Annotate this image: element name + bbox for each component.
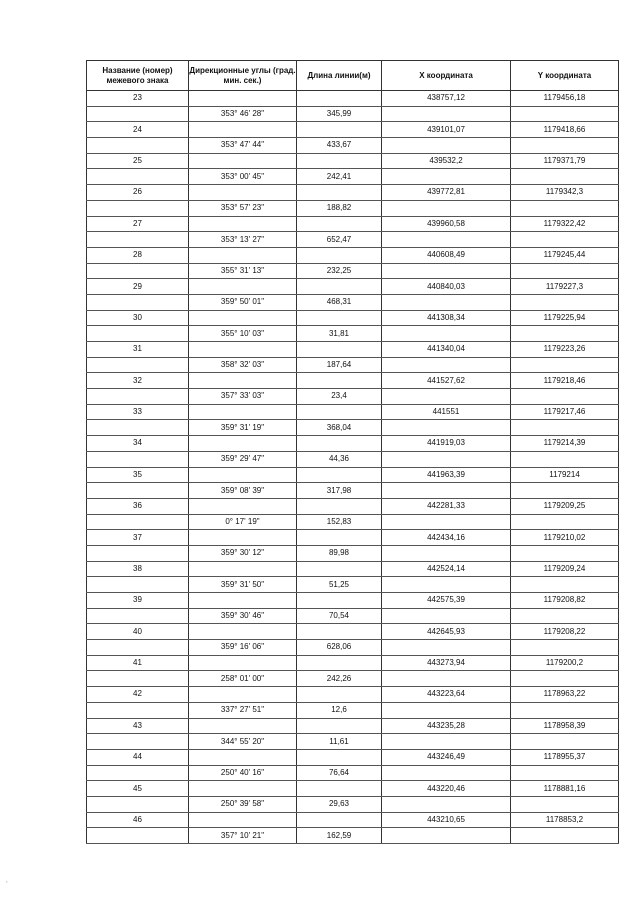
- point-name-cell: 34: [87, 436, 189, 452]
- y-coordinate-cell: 1179418,66: [511, 122, 619, 138]
- direction-angle-cell: 353° 57' 23": [189, 200, 297, 216]
- table-row: [87, 687, 619, 703]
- empty-cell: [382, 577, 511, 593]
- point-name-cell: 44: [87, 749, 189, 765]
- table-row: [87, 734, 619, 750]
- direction-angle-cell: 359° 30' 46": [189, 608, 297, 624]
- x-coordinate-cell: 441308,34: [382, 310, 511, 326]
- line-length-cell: 242,26: [297, 671, 382, 687]
- direction-angle-cell: 353° 47' 44": [189, 138, 297, 154]
- empty-cell: [87, 796, 189, 812]
- empty-cell: [189, 373, 297, 389]
- empty-cell: [297, 561, 382, 577]
- table-row: [87, 545, 619, 561]
- empty-cell: [511, 326, 619, 342]
- table-row: [87, 655, 619, 671]
- table-row: [87, 828, 619, 844]
- empty-cell: [382, 326, 511, 342]
- empty-cell: [297, 718, 382, 734]
- y-coordinate-cell: 1179214,39: [511, 436, 619, 452]
- empty-cell: [297, 749, 382, 765]
- table-row: [87, 781, 619, 797]
- header-row: [87, 61, 619, 91]
- empty-cell: [189, 624, 297, 640]
- y-coordinate-cell: 1179200,2: [511, 655, 619, 671]
- line-length-cell: 51,25: [297, 577, 382, 593]
- table-row: [87, 498, 619, 514]
- line-length-cell: 11,61: [297, 734, 382, 750]
- table-row: [87, 796, 619, 812]
- empty-cell: [189, 655, 297, 671]
- empty-cell: [297, 593, 382, 609]
- x-coordinate-cell: 443235,28: [382, 718, 511, 734]
- y-coordinate-cell: 1179371,79: [511, 153, 619, 169]
- line-length-cell: 232,25: [297, 263, 382, 279]
- y-coordinate-cell: 1178958,39: [511, 718, 619, 734]
- y-coordinate-cell: 1179214: [511, 467, 619, 483]
- empty-cell: [511, 765, 619, 781]
- scan-mark: ,: [6, 878, 8, 884]
- table-row: [87, 185, 619, 201]
- point-name-cell: 24: [87, 122, 189, 138]
- empty-cell: [511, 106, 619, 122]
- empty-cell: [87, 389, 189, 405]
- empty-cell: [297, 247, 382, 263]
- line-length-cell: 187,64: [297, 357, 382, 373]
- direction-angle-cell: 250° 40' 16": [189, 765, 297, 781]
- empty-cell: [382, 200, 511, 216]
- empty-cell: [87, 765, 189, 781]
- table-row: [87, 326, 619, 342]
- empty-cell: [189, 436, 297, 452]
- empty-cell: [189, 498, 297, 514]
- empty-cell: [511, 545, 619, 561]
- x-coordinate-cell: 442645,93: [382, 624, 511, 640]
- x-coordinate-cell: 442281,33: [382, 498, 511, 514]
- direction-angle-cell: 359° 29' 47": [189, 451, 297, 467]
- line-length-cell: 345,99: [297, 106, 382, 122]
- empty-cell: [189, 749, 297, 765]
- point-name-cell: 37: [87, 530, 189, 546]
- empty-cell: [87, 545, 189, 561]
- empty-cell: [511, 389, 619, 405]
- empty-cell: [297, 185, 382, 201]
- direction-angle-cell: 0° 17' 19": [189, 514, 297, 530]
- direction-angle-cell: 337° 27' 51": [189, 702, 297, 718]
- empty-cell: [382, 640, 511, 656]
- empty-cell: [511, 263, 619, 279]
- empty-cell: [87, 420, 189, 436]
- empty-cell: [297, 687, 382, 703]
- x-coordinate-cell: 442575,39: [382, 593, 511, 609]
- table-row: [87, 342, 619, 358]
- empty-cell: [297, 91, 382, 107]
- table-row: [87, 294, 619, 310]
- empty-cell: [511, 294, 619, 310]
- x-coordinate-cell: 440608,49: [382, 247, 511, 263]
- empty-cell: [382, 608, 511, 624]
- y-coordinate-cell: 1179245,44: [511, 247, 619, 263]
- empty-cell: [189, 687, 297, 703]
- empty-cell: [87, 734, 189, 750]
- empty-cell: [189, 216, 297, 232]
- table-row: [87, 200, 619, 216]
- empty-cell: [87, 106, 189, 122]
- x-coordinate-cell: 443223,64: [382, 687, 511, 703]
- header-line-length: Длина линии(м): [297, 61, 382, 91]
- table-row: [87, 640, 619, 656]
- table-row: [87, 310, 619, 326]
- y-coordinate-cell: 1179208,22: [511, 624, 619, 640]
- header-x-coordinate: X координата: [382, 61, 511, 91]
- line-length-cell: 12,6: [297, 702, 382, 718]
- empty-cell: [189, 153, 297, 169]
- empty-cell: [382, 106, 511, 122]
- header-y-coordinate: Y координата: [511, 61, 619, 91]
- point-name-cell: 29: [87, 279, 189, 295]
- table-body: [87, 91, 619, 844]
- empty-cell: [189, 467, 297, 483]
- empty-cell: [189, 279, 297, 295]
- x-coordinate-cell: 443246,49: [382, 749, 511, 765]
- point-name-cell: 41: [87, 655, 189, 671]
- empty-cell: [511, 451, 619, 467]
- empty-cell: [189, 812, 297, 828]
- x-coordinate-cell: 441919,03: [382, 436, 511, 452]
- empty-cell: [511, 640, 619, 656]
- empty-cell: [382, 828, 511, 844]
- point-name-cell: 30: [87, 310, 189, 326]
- x-coordinate-cell: 439101,07: [382, 122, 511, 138]
- header-direction-angle: Дирекционные углы (град. мин. сек.): [189, 61, 297, 91]
- point-name-cell: 25: [87, 153, 189, 169]
- empty-cell: [189, 310, 297, 326]
- empty-cell: [511, 200, 619, 216]
- direction-angle-cell: 250° 39' 58": [189, 796, 297, 812]
- x-coordinate-cell: 441963,39: [382, 467, 511, 483]
- empty-cell: [189, 530, 297, 546]
- x-coordinate-cell: 439532,2: [382, 153, 511, 169]
- table-row: [87, 357, 619, 373]
- y-coordinate-cell: 1178963,22: [511, 687, 619, 703]
- direction-angle-cell: 353° 00' 45": [189, 169, 297, 185]
- table-row: [87, 436, 619, 452]
- empty-cell: [87, 828, 189, 844]
- table-row: [87, 91, 619, 107]
- empty-cell: [297, 153, 382, 169]
- y-coordinate-cell: 1179225,94: [511, 310, 619, 326]
- point-name-cell: 36: [87, 498, 189, 514]
- empty-cell: [87, 200, 189, 216]
- empty-cell: [382, 232, 511, 248]
- direction-angle-cell: 355° 31' 13": [189, 263, 297, 279]
- empty-cell: [87, 138, 189, 154]
- direction-angle-cell: 344° 55' 20": [189, 734, 297, 750]
- line-length-cell: 628,06: [297, 640, 382, 656]
- x-coordinate-cell: 442434,16: [382, 530, 511, 546]
- empty-cell: [382, 514, 511, 530]
- table-row: [87, 467, 619, 483]
- y-coordinate-cell: 1179223,26: [511, 342, 619, 358]
- table-row: [87, 561, 619, 577]
- point-name-cell: 33: [87, 404, 189, 420]
- empty-cell: [382, 169, 511, 185]
- table-row: [87, 577, 619, 593]
- x-coordinate-cell: 439960,58: [382, 216, 511, 232]
- empty-cell: [511, 828, 619, 844]
- empty-cell: [382, 483, 511, 499]
- empty-cell: [87, 326, 189, 342]
- empty-cell: [382, 420, 511, 436]
- table-row: [87, 420, 619, 436]
- y-coordinate-cell: 1179209,24: [511, 561, 619, 577]
- table-row: [87, 373, 619, 389]
- empty-cell: [511, 232, 619, 248]
- empty-cell: [189, 91, 297, 107]
- y-coordinate-cell: 1179210,02: [511, 530, 619, 546]
- y-coordinate-cell: 1179217,46: [511, 404, 619, 420]
- line-length-cell: 44,36: [297, 451, 382, 467]
- empty-cell: [87, 483, 189, 499]
- empty-cell: [382, 765, 511, 781]
- direction-angle-cell: 258° 01' 00": [189, 671, 297, 687]
- direction-angle-cell: 353° 46' 28": [189, 106, 297, 122]
- x-coordinate-cell: 442524,14: [382, 561, 511, 577]
- empty-cell: [511, 734, 619, 750]
- table-row: [87, 608, 619, 624]
- table-row: [87, 106, 619, 122]
- empty-cell: [511, 357, 619, 373]
- empty-cell: [511, 577, 619, 593]
- point-name-cell: 38: [87, 561, 189, 577]
- point-name-cell: 45: [87, 781, 189, 797]
- empty-cell: [297, 655, 382, 671]
- point-name-cell: 26: [87, 185, 189, 201]
- point-name-cell: 39: [87, 593, 189, 609]
- empty-cell: [382, 796, 511, 812]
- x-coordinate-cell: 438757,12: [382, 91, 511, 107]
- empty-cell: [87, 294, 189, 310]
- line-length-cell: 162,59: [297, 828, 382, 844]
- x-coordinate-cell: 443220,46: [382, 781, 511, 797]
- y-coordinate-cell: 1178955,37: [511, 749, 619, 765]
- table-row: [87, 812, 619, 828]
- empty-cell: [511, 514, 619, 530]
- empty-cell: [382, 671, 511, 687]
- point-name-cell: 27: [87, 216, 189, 232]
- table-row: [87, 718, 619, 734]
- empty-cell: [297, 373, 382, 389]
- table-row: [87, 389, 619, 405]
- table-row: [87, 530, 619, 546]
- direction-angle-cell: 359° 30' 12": [189, 545, 297, 561]
- point-name-cell: 43: [87, 718, 189, 734]
- point-name-cell: 28: [87, 247, 189, 263]
- empty-cell: [297, 310, 382, 326]
- line-length-cell: 242,41: [297, 169, 382, 185]
- point-name-cell: 40: [87, 624, 189, 640]
- x-coordinate-cell: 441340,04: [382, 342, 511, 358]
- empty-cell: [382, 357, 511, 373]
- empty-cell: [297, 498, 382, 514]
- empty-cell: [297, 122, 382, 138]
- table-row: [87, 232, 619, 248]
- y-coordinate-cell: 1179456,18: [511, 91, 619, 107]
- y-coordinate-cell: 1179218,46: [511, 373, 619, 389]
- line-length-cell: 76,64: [297, 765, 382, 781]
- line-length-cell: 23,4: [297, 389, 382, 405]
- empty-cell: [297, 467, 382, 483]
- empty-cell: [297, 279, 382, 295]
- empty-cell: [297, 530, 382, 546]
- empty-cell: [189, 247, 297, 263]
- empty-cell: [87, 357, 189, 373]
- empty-cell: [297, 404, 382, 420]
- direction-angle-cell: 358° 32' 03": [189, 357, 297, 373]
- direction-angle-cell: 357° 33' 03": [189, 389, 297, 405]
- direction-angle-cell: 359° 16' 06": [189, 640, 297, 656]
- table-row: [87, 138, 619, 154]
- empty-cell: [511, 169, 619, 185]
- line-length-cell: 368,04: [297, 420, 382, 436]
- empty-cell: [511, 671, 619, 687]
- direction-angle-cell: 353° 13' 27": [189, 232, 297, 248]
- point-name-cell: 31: [87, 342, 189, 358]
- header-point-name: Название (номер) межевого знака: [87, 61, 189, 91]
- point-name-cell: 35: [87, 467, 189, 483]
- x-coordinate-cell: 440840,03: [382, 279, 511, 295]
- table-row: [87, 122, 619, 138]
- table-row: [87, 169, 619, 185]
- empty-cell: [297, 342, 382, 358]
- direction-angle-cell: 359° 50' 01": [189, 294, 297, 310]
- y-coordinate-cell: 1179227,3: [511, 279, 619, 295]
- empty-cell: [511, 796, 619, 812]
- empty-cell: [87, 514, 189, 530]
- empty-cell: [297, 216, 382, 232]
- line-length-cell: 29,63: [297, 796, 382, 812]
- table-row: [87, 593, 619, 609]
- point-name-cell: 23: [87, 91, 189, 107]
- y-coordinate-cell: 1179342,3: [511, 185, 619, 201]
- empty-cell: [382, 263, 511, 279]
- line-length-cell: 31,81: [297, 326, 382, 342]
- y-coordinate-cell: 1178853,2: [511, 812, 619, 828]
- empty-cell: [87, 232, 189, 248]
- direction-angle-cell: 359° 08' 39": [189, 483, 297, 499]
- empty-cell: [511, 138, 619, 154]
- empty-cell: [382, 389, 511, 405]
- empty-cell: [382, 294, 511, 310]
- x-coordinate-cell: 441527,62: [382, 373, 511, 389]
- empty-cell: [382, 702, 511, 718]
- table-row: [87, 404, 619, 420]
- line-length-cell: 70,54: [297, 608, 382, 624]
- empty-cell: [189, 593, 297, 609]
- empty-cell: [511, 702, 619, 718]
- point-name-cell: 42: [87, 687, 189, 703]
- empty-cell: [189, 781, 297, 797]
- empty-cell: [87, 608, 189, 624]
- point-name-cell: 32: [87, 373, 189, 389]
- point-name-cell: 46: [87, 812, 189, 828]
- line-length-cell: 468,31: [297, 294, 382, 310]
- line-length-cell: 188,82: [297, 200, 382, 216]
- table-row: [87, 263, 619, 279]
- table-row: [87, 671, 619, 687]
- table-row: [87, 624, 619, 640]
- empty-cell: [87, 640, 189, 656]
- table-row: [87, 279, 619, 295]
- empty-cell: [87, 451, 189, 467]
- line-length-cell: 317,98: [297, 483, 382, 499]
- table-row: [87, 451, 619, 467]
- table-row: [87, 702, 619, 718]
- direction-angle-cell: 359° 31' 19": [189, 420, 297, 436]
- y-coordinate-cell: 1178881,16: [511, 781, 619, 797]
- empty-cell: [382, 734, 511, 750]
- line-length-cell: 152,83: [297, 514, 382, 530]
- empty-cell: [189, 122, 297, 138]
- direction-angle-cell: 355° 10' 03": [189, 326, 297, 342]
- table-row: [87, 749, 619, 765]
- empty-cell: [382, 138, 511, 154]
- x-coordinate-cell: 443210,65: [382, 812, 511, 828]
- direction-angle-cell: 357° 10' 21": [189, 828, 297, 844]
- empty-cell: [87, 577, 189, 593]
- empty-cell: [87, 169, 189, 185]
- table-row: [87, 765, 619, 781]
- empty-cell: [189, 342, 297, 358]
- y-coordinate-cell: 1179322,42: [511, 216, 619, 232]
- empty-cell: [189, 718, 297, 734]
- x-coordinate-cell: 443273,94: [382, 655, 511, 671]
- empty-cell: [87, 671, 189, 687]
- empty-cell: [297, 781, 382, 797]
- direction-angle-cell: 359° 31' 50": [189, 577, 297, 593]
- empty-cell: [511, 483, 619, 499]
- empty-cell: [297, 624, 382, 640]
- table-row: [87, 153, 619, 169]
- line-length-cell: 89,98: [297, 545, 382, 561]
- x-coordinate-cell: 439772,81: [382, 185, 511, 201]
- empty-cell: [297, 812, 382, 828]
- coordinates-table: [86, 60, 619, 844]
- table-row: [87, 247, 619, 263]
- table-row: [87, 514, 619, 530]
- line-length-cell: 652,47: [297, 232, 382, 248]
- empty-cell: [297, 436, 382, 452]
- empty-cell: [382, 451, 511, 467]
- empty-cell: [189, 404, 297, 420]
- table-row: [87, 216, 619, 232]
- empty-cell: [189, 185, 297, 201]
- empty-cell: [87, 702, 189, 718]
- empty-cell: [87, 263, 189, 279]
- empty-cell: [382, 545, 511, 561]
- empty-cell: [511, 420, 619, 436]
- x-coordinate-cell: 441551: [382, 404, 511, 420]
- table-row: [87, 483, 619, 499]
- line-length-cell: 433,67: [297, 138, 382, 154]
- empty-cell: [189, 561, 297, 577]
- y-coordinate-cell: 1179209,25: [511, 498, 619, 514]
- empty-cell: [511, 608, 619, 624]
- y-coordinate-cell: 1179208,82: [511, 593, 619, 609]
